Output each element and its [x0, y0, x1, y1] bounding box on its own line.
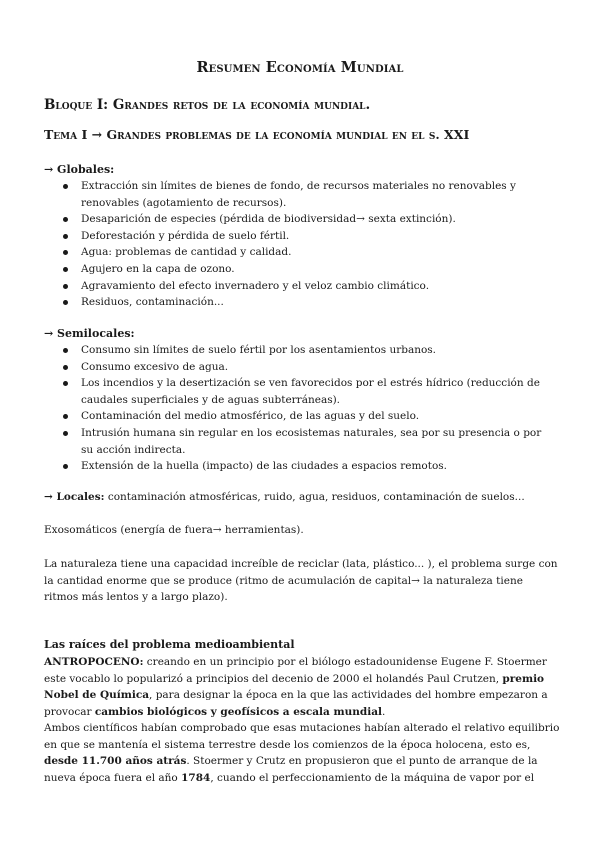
- list-item: Contaminación del medio atmosférico, de las aguas y del suelo.: [62, 408, 542, 425]
- text-run: . Stoermer y Crutz en propusieron que el punto de arranque de la nueva época fuera el año: [44, 755, 538, 784]
- list-item: Residuos, contaminación...: [62, 294, 542, 311]
- naturaleza-paragraph: La naturaleza tiene una capacidad increíble de reciclar (lata, plástico... ), el problema surge con la cantidad enorme que se produce (ritmo de acumulación de capital→ la naturaleza tiene ritmos más lentos y a largo plazo).: [44, 558, 558, 604]
- globales-list: [62, 178, 542, 311]
- bold-run: desde 11.700 años atrás: [44, 755, 187, 768]
- text-run: , cuando el perfeccionamiento de la máquina de vapor por el: [210, 771, 535, 784]
- list-item: Agujero en la capa de ozono.: [62, 261, 542, 278]
- list-item: Consumo sin límites de suelo fértil por los asentamientos urbanos.: [62, 342, 542, 359]
- text-run: Ambos científicos habían comprobado que esas mutaciones habían alterado el relativo equilibrio en que se mantenía el sistema terrestre desde los comienzos de la época holocena, esto es,: [44, 722, 560, 751]
- bloque-heading: Bloque I: Grandes retos de la economía mundial.: [44, 97, 371, 113]
- semilocales-label: → Semilocales:: [44, 327, 135, 340]
- exosomaticos-paragraph: Exosomáticos (energía de fuera→ herramientas).: [44, 524, 304, 536]
- text-run: creando en un principio por el biólogo estadounidense Eugene F. Stoermer este vocablo lo popularizó a principios del decenio de 2000 el holandés Paul Crutzen,: [44, 656, 547, 685]
- text-run: .: [382, 705, 386, 718]
- list-item: Consumo excesivo de agua.: [62, 359, 542, 376]
- locales-label: → Locales:: [44, 491, 105, 503]
- cientificos-paragraph: [44, 720, 560, 786]
- raices-heading: Las raíces del problema medioambiental: [44, 638, 295, 651]
- list-item: Intrusión humana sin regular en los ecosistemas naturales, sea por su presencia o por su acción indirecta.: [62, 425, 542, 458]
- bold-run: premio Nobel de Química: [44, 672, 545, 702]
- antropoceno-term: ANTROPOCENO:: [44, 656, 144, 668]
- antropoceno-paragraph: [44, 654, 560, 720]
- list-item: Los incendios y la desertización se ven favorecidos por el estrés hídrico (reducción de caudales superficiales y de aguas subterráneas).: [62, 375, 542, 408]
- list-item: Extracción sin límites de bienes de fondo, de recursos materiales no renovables y renovables (agotamiento de recursos).: [62, 178, 542, 211]
- locales-text: contaminación atmosféricas, ruido, agua, residuos, contaminación de suelos...: [104, 491, 525, 503]
- list-item: Agua: problemas de cantidad y calidad.: [62, 244, 542, 261]
- list-item: Desaparición de especies (pérdida de biodiversidad→ sexta extinción).: [62, 211, 542, 228]
- document-title: Resumen Economía Mundial: [196, 59, 404, 76]
- text-run: , para designar la época en la que las actividades del hombre empezaron a provocar: [44, 689, 548, 718]
- list-item: Agravamiento del efecto invernadero y el veloz cambio climático.: [62, 278, 542, 295]
- globales-label: → Globales:: [44, 163, 115, 176]
- locales-line: [44, 489, 560, 506]
- list-item: Deforestación y pérdida de suelo fértil.: [62, 228, 542, 245]
- list-item: Extensión de la huella (impacto) de las ciudades a espacios remotos.: [62, 458, 542, 475]
- tema-heading: Tema I → Grandes problemas de la economía mundial en el s. XXI: [44, 127, 470, 142]
- bold-run: 1784: [181, 771, 211, 784]
- semilocales-list: [62, 342, 542, 475]
- bold-run: cambios biológicos y geofísicos a escala mundial: [94, 705, 383, 718]
